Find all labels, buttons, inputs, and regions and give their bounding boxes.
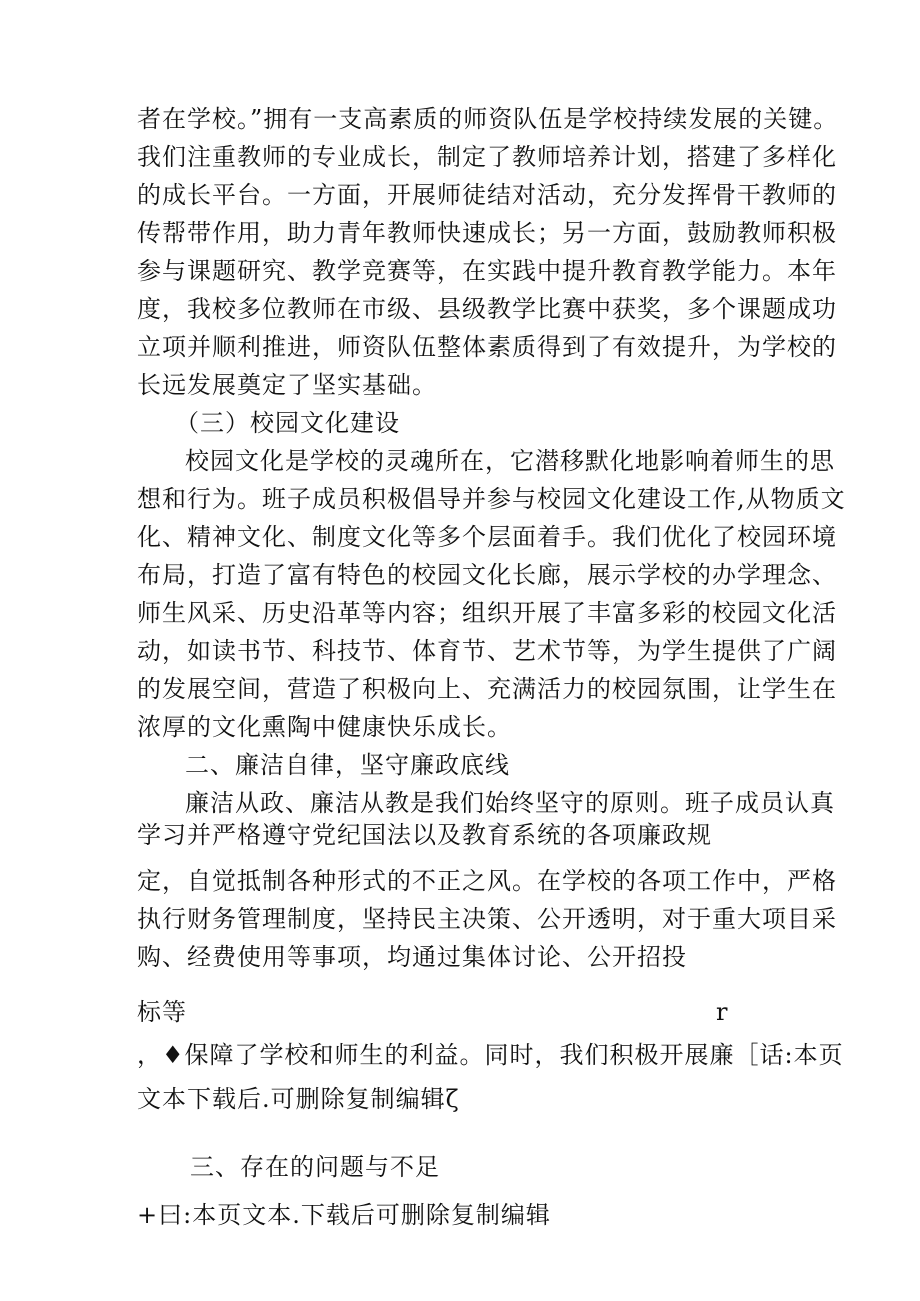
stray-character: r xyxy=(716,998,728,1026)
body-line: 长远发展奠定了坚实基础。 xyxy=(137,371,437,399)
body-line: 动，如读书节、科技节、体育节、艺术节等，为学生提供了广阔 xyxy=(137,637,837,665)
body-line: ，♦保障了学校和师生的利益。同时，我们积极开展廉［话:本页 xyxy=(137,1041,844,1069)
body-line: 布局，打造了富有特色的校园文化长廊，展示学校的办学理念、 xyxy=(137,561,837,589)
body-line: 购、经费使用等事项，均通过集体讨论、公开招投 xyxy=(137,943,687,971)
body-line: 传帮带作用，助力青年教师快速成长；另一方面，鼓励教师积极 xyxy=(137,219,837,247)
footer-note: +曰:本页文本.下载后可删除复制编辑 xyxy=(137,1201,551,1229)
body-line: 廉洁从政、廉洁从教是我们始终坚守的原则。班子成员认真 xyxy=(185,789,835,817)
body-line: 立项并顺利推进，师资队伍整体素质得到了有效提升，为学校的 xyxy=(137,333,837,361)
body-line: 想和行为。班子成员积极倡导并参与校园文化建设工作,从物质文 xyxy=(137,485,846,513)
body-line: 度，我校多位教师在市级、县级教学比赛中获奖，多个课题成功 xyxy=(137,295,837,323)
body-line: 标等 xyxy=(137,998,187,1026)
body-line: 者在学校。”拥有一支高素质的师资队伍是学校持续发展的关键。 xyxy=(137,105,839,133)
body-line: 我们注重教师的专业成长，制定了教师培养计划，搭建了多样化 xyxy=(137,143,837,171)
body-line: 定，自觉抵制各种形式的不正之风。在学校的各项工作中，严格 xyxy=(137,867,837,895)
body-line: 参与课题研究、教学竞赛等，在实践中提升教育教学能力。本年 xyxy=(137,257,837,285)
body-line: 学习并严格遵守党纪国法以及教育系统的各项廉政规 xyxy=(137,821,712,849)
body-line: 执行财务管理制度，坚持民主决策、公开透明，对于重大项目采 xyxy=(137,905,837,933)
body-line: 文本下载后.可删除复制编辑ζ xyxy=(137,1085,460,1113)
body-line: 化、精神文化、制度文化等多个层面着手。我们优化了校园环境 xyxy=(137,523,837,551)
body-line: 的成长平台。一方面，开展师徒结对活动，充分发挥骨干教师的 xyxy=(137,181,837,209)
section-heading-problems: 三、存在的问题与不足 xyxy=(190,1153,440,1181)
body-line: 校园文化是学校的灵魂所在，它潜移默化地影响着师生的思 xyxy=(185,447,835,475)
section-heading-integrity: 二、廉洁自律，坚守廉政底线 xyxy=(185,751,510,779)
body-line: 师生风采、历史沿革等内容；组织开展了丰富多彩的校园文化活 xyxy=(137,599,837,627)
section-heading-campus-culture: （三）校园文化建设 xyxy=(175,409,400,437)
body-line: 浓厚的文化熏陶中健康快乐成长。 xyxy=(137,713,512,741)
body-line: 的发展空间，营造了积极向上、充满活力的校园氛围，让学生在 xyxy=(137,675,837,703)
